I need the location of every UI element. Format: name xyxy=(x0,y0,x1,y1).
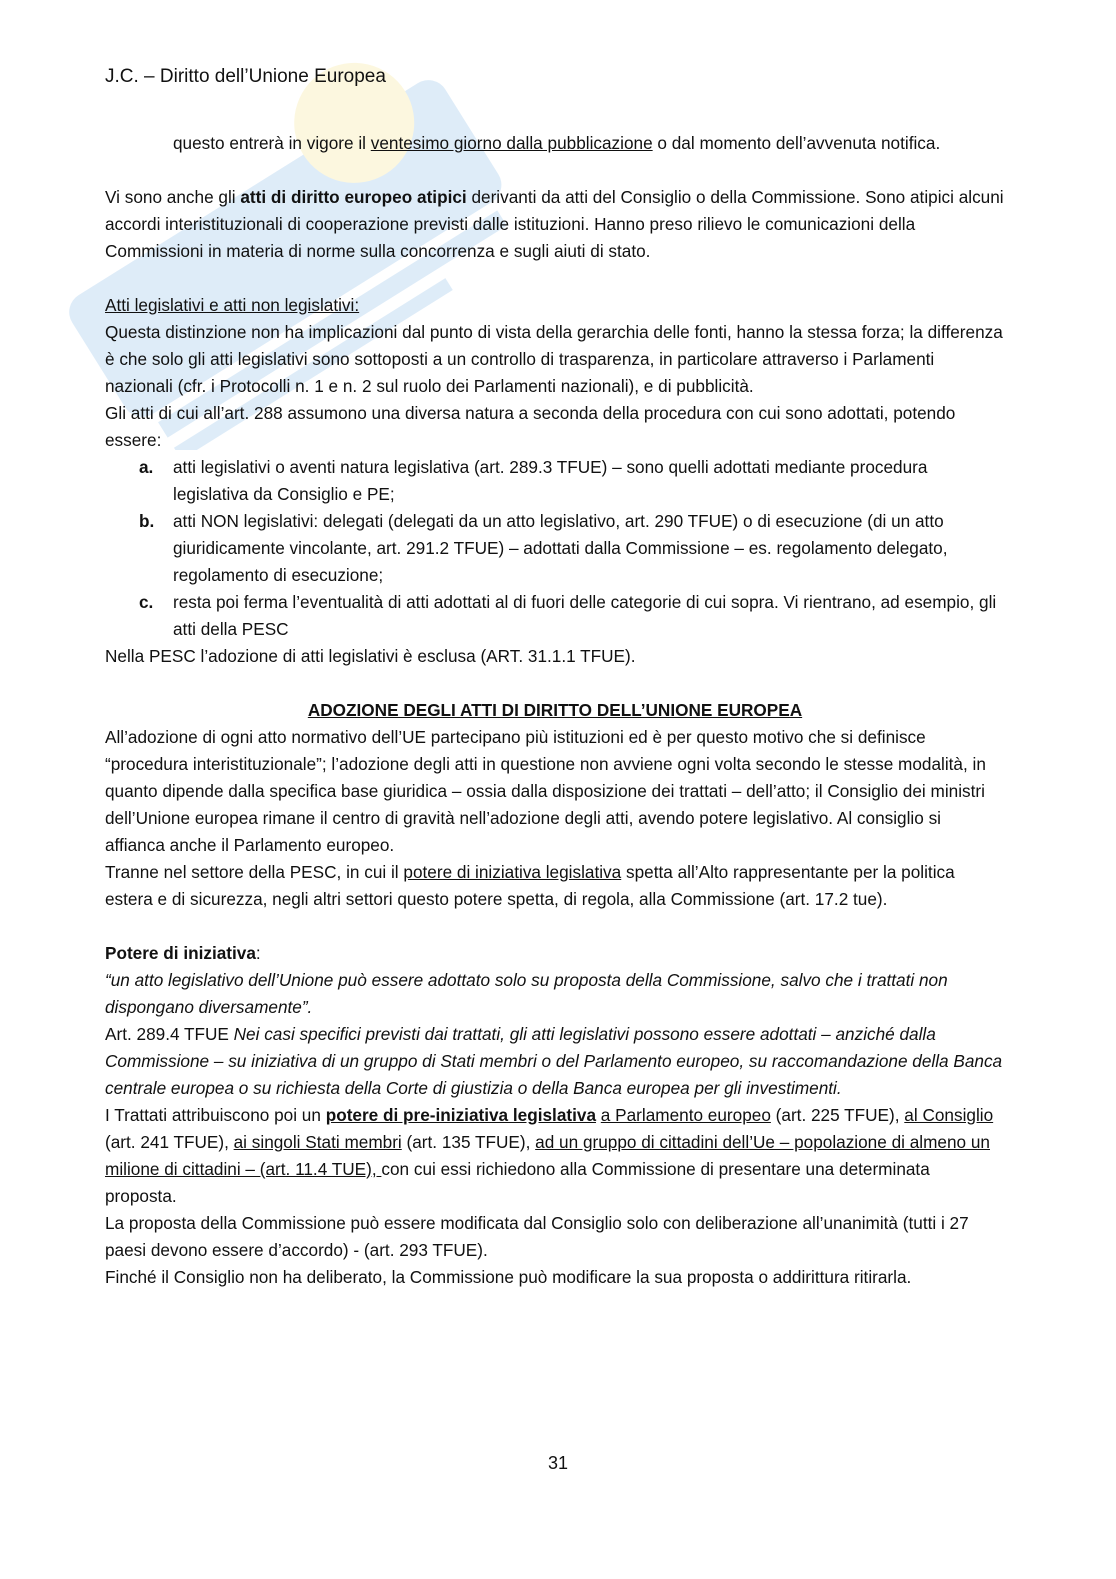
underlined-text: ad un gruppo di cittadini dell’Ue – popolazione di almeno un milione di cittadini – (art. 11.4 TUE), xyxy=(105,1132,990,1179)
text-run: I Trattati attribuiscono poi un xyxy=(105,1105,326,1125)
list-item xyxy=(105,454,1005,508)
paragraph-atti-atipici xyxy=(105,184,1005,265)
underlined-text: al Consiglio xyxy=(904,1105,994,1125)
bold-underlined-text: potere di pre-iniziativa legislativa xyxy=(325,1105,597,1125)
section-heading-adozione: ADOZIONE DEGLI ATTI DI DIRITTO DELL’UNIONE EUROPEA xyxy=(307,700,803,720)
text-run: questo entrerà in vigore il xyxy=(173,133,371,153)
paragraph-art-289-4 xyxy=(105,1021,1005,1102)
paragraph-pre-iniziativa xyxy=(105,1102,1005,1210)
italic-text: Nei casi specifici previsti dai trattati, gli atti legislativi possono essere adottati – anziché dalla Commissione – su iniziativa di un gruppo di Stati membri o del Parlamento europeo, su raccomandazione della Banca centrale europea o su richiesta della Corte di giustizia o della Banca europea per gli investimenti. xyxy=(105,1024,1003,1098)
text-run: (art. 135 TFUE), xyxy=(401,1132,536,1152)
text-run: derivanti da atti del Consiglio o della Commissione. Sono atipici alcuni accordi interistituzionali di cooperazione previsti dalle istituzioni. Hanno preso rilievo le comunicazioni della Commissioni in materia di norme sulla concorrenza e sugli aiuti di stato. xyxy=(105,187,1004,261)
bold-heading-text: Potere di iniziativa xyxy=(105,943,256,963)
section-heading-potere-iniziativa xyxy=(105,940,1005,967)
paragraph-entrata-in-vigore xyxy=(105,130,1005,157)
list-item-text: atti legislativi o aventi natura legislativa (art. 289.3 TFUE) – sono quelli adottati mediante procedura legislativa da Consiglio e PE; xyxy=(173,457,928,504)
underlined-text: a Parlamento europeo xyxy=(600,1105,771,1125)
paragraph-ritiro-proposta: Finché il Consiglio non ha deliberato, la Commissione può modificare la sua proposta o addirittura ritirarla. xyxy=(105,1267,912,1287)
paragraph-procedura-interistituzionale: All’adozione di ogni atto normativo dell’UE partecipano più istituzioni ed è per questo motivo che si definisce “procedura interistituzionale”; l’adozione degli atti in questione non avviene ogni volta secondo le stesse modalità, in quanto dipende dalla specifica base giuridica – ossia dalla disposizione dei trattati – dell’atto; il Consiglio dei ministri dell’Unione europea rimane il centro di gravità nell’adozione degli atti, avendo potere legislativo. Al consiglio si affianca anche il Parlamento europeo. xyxy=(105,727,986,855)
text-run: spetta all’Alto rappresentante per la politica estera e di sicurezza, negli altri settori questo potere spetta, di regola, alla Commissione (art. 17.2 tue). xyxy=(105,862,955,909)
paragraph-pesc: Nella PESC l’adozione di atti legislativi è esclusa (ART. 31.1.1 TFUE). xyxy=(105,646,636,666)
list-item-label: c. xyxy=(139,592,154,612)
text-run: o dal momento dell’avvenuta notifica. xyxy=(652,133,941,153)
text-run: (art. 225 TFUE), xyxy=(770,1105,905,1125)
page-number: 31 xyxy=(547,1453,569,1473)
underlined-text: potere di iniziativa legislativa xyxy=(403,862,622,882)
text-run: con cui essi richiedono alla Commissione di presentare una determinata proposta. xyxy=(105,1159,930,1206)
document-body xyxy=(105,130,1005,1291)
list-item-text: atti NON legislativi: delegati (delegati da un atto legislativo, art. 290 TFUE) o di esecuzione (di un atto giuridicamente vincolante, art. 291.2 TFUE) – adottati dalla Commissione – es. regolamento delegato, regolamento di esecuzione; xyxy=(173,511,948,585)
list-item-label: a. xyxy=(139,457,154,477)
section-heading-atti-legislativi: Atti legislativi e atti non legislativi: xyxy=(105,295,360,315)
text-run: Vi sono anche gli xyxy=(105,187,241,207)
list-item xyxy=(105,589,1005,643)
list-item-text: resta poi ferma l’eventualità di atti adottati al di fuori delle categorie di cui sopra. Vi rientrano, ad esempio, gli atti della PESC xyxy=(173,592,997,639)
text-run: : xyxy=(255,943,261,963)
text-run: Tranne nel settore della PESC, in cui il xyxy=(105,862,404,882)
paragraph-distinzione: Questa distinzione non ha implicazioni dal punto di vista della gerarchia delle fonti, hanno la stessa forza; la differenza è che solo gli atti legislativi sono sottoposti a un controllo di trasparenza, in particolare attraverso i Parlamenti nazionali (cfr. i Protocolli n. 1 e n. 2 sul ruolo dei Parlamenti nazionali), e di pubblicità. xyxy=(105,322,1003,396)
bold-text: atti di diritto europeo atipici xyxy=(240,187,467,207)
list-item-label: b. xyxy=(139,511,155,531)
paragraph-iniziativa-legislativa xyxy=(105,859,1005,913)
underlined-text: ventesimo giorno dalla pubblicazione xyxy=(370,133,653,153)
quote-paragraph: “un atto legislativo dell’Unione può essere adottato solo su proposta della Commissione, salvo che i trattati non dispongano diversamente”. xyxy=(105,970,948,1017)
paragraph-art-288: Gli atti di cui all’art. 288 assumono una diversa natura a seconda della procedura con cui sono adottati, potendo essere: xyxy=(105,403,956,450)
paragraph-unanimita: La proposta della Commissione può essere modificata dal Consiglio solo con deliberazione all’unanimità (tutti i 27 paesi devono essere d’accordo) - (art. 293 TFUE). xyxy=(105,1213,969,1260)
text-run: (art. 241 TFUE), xyxy=(105,1132,234,1152)
list-item xyxy=(105,508,1005,589)
underlined-text: ai singoli Stati membri xyxy=(233,1132,402,1152)
text-run: Art. 289.4 TFUE xyxy=(105,1024,234,1044)
page-header: J.C. – Diritto dell’Unione Europea xyxy=(105,66,386,87)
